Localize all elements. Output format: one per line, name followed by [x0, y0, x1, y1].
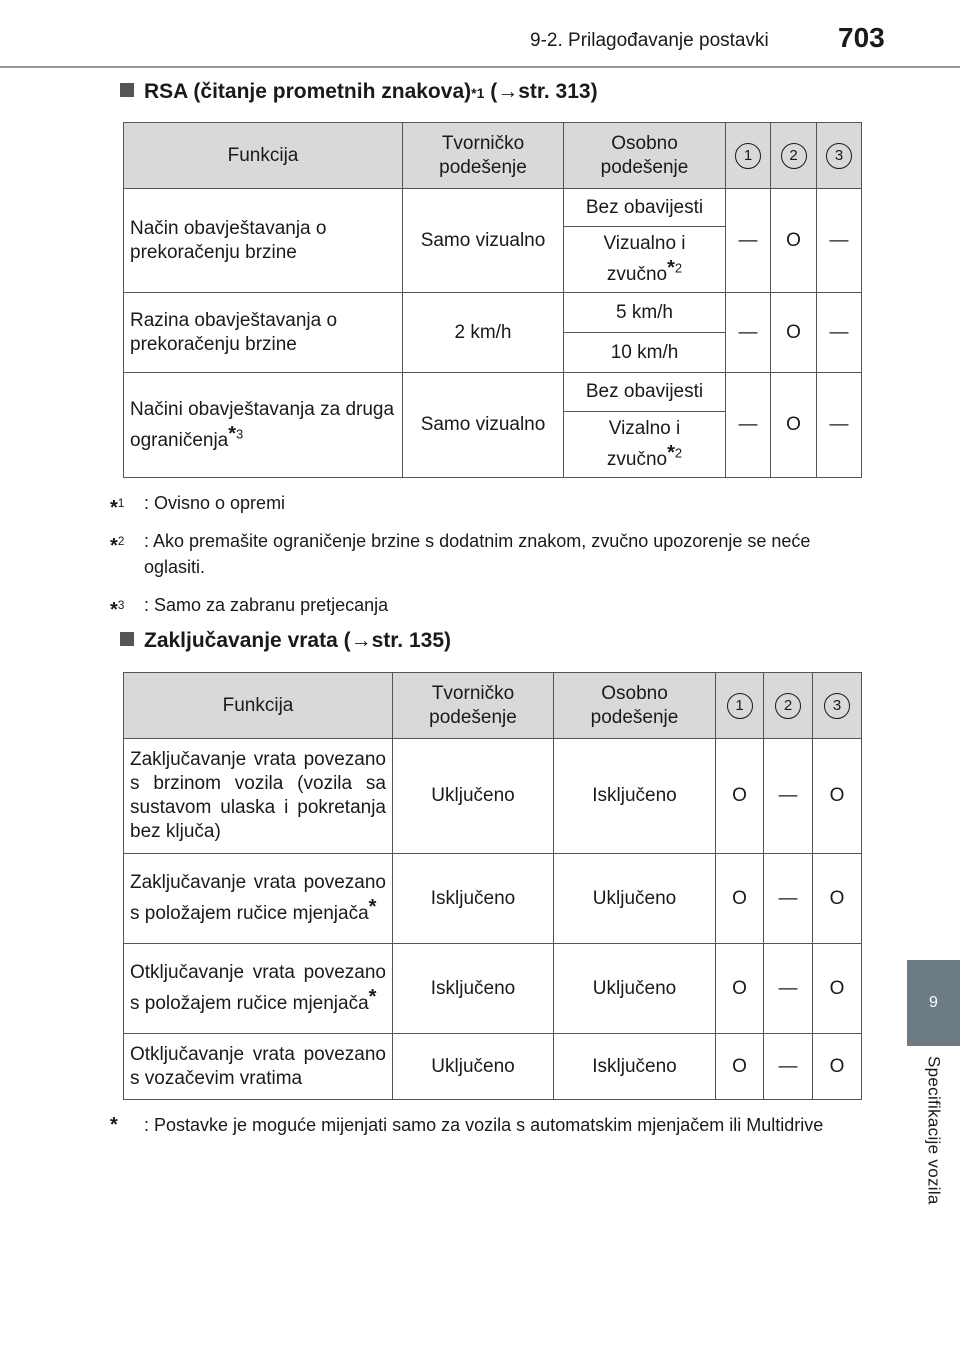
circle-3-icon: 3 — [826, 143, 852, 169]
factory-cell: Isključeno — [393, 944, 554, 1034]
custom-cell: Uključeno — [554, 854, 716, 944]
mode2-cell: — — [764, 944, 813, 1034]
table-row — [124, 739, 862, 854]
custom-cell: Isključeno — [554, 1034, 716, 1100]
table-row — [124, 854, 862, 944]
custom-cell: 10 km/h — [564, 333, 726, 373]
circle-1-icon: 1 — [727, 693, 753, 719]
circle-2-icon: 2 — [775, 693, 801, 719]
mode1-cell: O — [716, 944, 764, 1034]
mode1-cell: O — [716, 739, 764, 854]
factory-cell: Uključeno — [393, 1034, 554, 1100]
rsa-heading-text: RSA (čitanje prometnih znakova) — [144, 80, 472, 103]
factory-cell: 2 km/h — [403, 293, 564, 373]
mode3-cell: — — [817, 293, 862, 373]
mode1-cell: O — [716, 1034, 764, 1100]
mode3-cell: O — [813, 1034, 862, 1100]
col-header-1 — [716, 673, 764, 739]
mode3-cell: O — [813, 944, 862, 1034]
door-lock-heading-text: Zaključavanje vrata — [144, 629, 338, 652]
footnote-mark: * — [228, 422, 237, 445]
col-header-2 — [771, 123, 817, 189]
factory-cell: Isključeno — [393, 854, 554, 944]
col-header-3 — [813, 673, 862, 739]
circle-3-icon: 3 — [824, 693, 850, 719]
footnote-mark: * — [368, 896, 377, 918]
chapter-tab-number: 9 — [907, 960, 960, 1046]
custom-cell: Isključeno — [554, 739, 716, 854]
mode1-cell: — — [726, 189, 771, 293]
chapter-tab-text: Specifikacije vozila — [924, 1056, 944, 1205]
mode3-cell: O — [813, 739, 862, 854]
function-cell — [124, 373, 403, 478]
rsa-heading-ref: *1 — [471, 85, 485, 101]
footnote-marker: *$^1$ — [110, 496, 125, 519]
col-header-factory: Tvorničko podešenje — [393, 673, 554, 739]
mode3-cell: O — [813, 854, 862, 944]
footnote-mark: * — [368, 986, 377, 1008]
table-header-row — [124, 123, 862, 189]
col-header-2 — [764, 673, 813, 739]
door-lock-heading-page: (→str. 135) — [343, 629, 452, 652]
mode2-cell: — — [764, 1034, 813, 1100]
footnote-ref: 3 — [236, 426, 244, 442]
custom-cell: Uključeno — [554, 944, 716, 1034]
door-lock-table — [123, 672, 862, 1100]
door-lock-heading — [120, 629, 451, 653]
factory-cell: Uključeno — [393, 739, 554, 854]
footnote-marker: * — [110, 1114, 118, 1136]
footnote-ref: 2 — [674, 260, 683, 276]
function-text: Načini obavještavanja za druga ograničenja — [130, 398, 395, 451]
mode2-cell: O — [771, 189, 817, 293]
header-divider — [0, 66, 960, 68]
factory-cell: Samo vizualno — [403, 189, 564, 293]
col-header-1 — [726, 123, 771, 189]
function-cell — [124, 854, 393, 944]
mode3-cell: — — [817, 189, 862, 293]
custom-text: Vizualno i zvučno — [603, 233, 686, 285]
footnote-marker: *$^2$ — [110, 534, 125, 557]
custom-cell: 5 km/h — [564, 293, 726, 333]
footnote-1 — [110, 490, 860, 521]
col-header-custom: Osobno podešenje — [554, 673, 716, 739]
custom-cell — [564, 227, 726, 293]
table-row — [124, 189, 862, 227]
custom-text: Vizalno i zvučno — [606, 418, 681, 470]
custom-cell: Bez obavijesti — [564, 189, 726, 227]
footnote-text: : Samo za zabranu pretjecanja — [144, 595, 389, 615]
section-title: 9-2. Prilagođavanje postavki — [530, 30, 769, 51]
rsa-heading — [120, 80, 598, 104]
function-cell: Otključavanje vrata povezano s vozačevim vratima — [124, 1034, 393, 1100]
table-header-row — [124, 673, 862, 739]
table-row — [124, 293, 862, 333]
factory-cell: Samo vizualno — [403, 373, 564, 478]
function-text: Zaključavanje vrata povezano s položajem ručice mjenjača — [130, 872, 386, 924]
function-cell: Razina obavještavanja o prekoračenju brzine — [124, 293, 403, 373]
col-header-3 — [817, 123, 862, 189]
table-row — [124, 1034, 862, 1100]
col-header-custom: Osobno podešenje — [564, 123, 726, 189]
mode2-cell: O — [771, 293, 817, 373]
mode3-cell: — — [817, 373, 862, 478]
circle-2-icon: 2 — [781, 143, 807, 169]
col-header-function: Funkcija — [124, 673, 393, 739]
custom-cell: Bez obavijesti — [564, 373, 726, 412]
function-cell: Način obavještavanja o prekoračenju brzine — [124, 189, 403, 293]
col-header-factory: Tvorničko podešenje — [403, 123, 564, 189]
footnote-text: : Ovisno o opremi — [144, 493, 286, 513]
footnote-3 — [110, 592, 860, 623]
rsa-table — [123, 122, 862, 478]
col-header-function: Funkcija — [124, 123, 403, 189]
mode2-cell: — — [764, 739, 813, 854]
bullet-square-icon — [120, 632, 134, 646]
mode1-cell: — — [726, 293, 771, 373]
footnote-text: : Ako premašite ograničenje brzine s dodatnim znakom, zvučno upozorenje se neće oglasiti. — [144, 531, 811, 577]
mode2-cell: O — [771, 373, 817, 478]
custom-cell — [564, 412, 726, 478]
chapter-tab-label — [907, 1046, 960, 1236]
rsa-heading-page: (→str. 313) — [490, 80, 598, 103]
footnote-door — [110, 1112, 860, 1138]
footnote-marker: *$^3$ — [110, 598, 125, 621]
footnote-text: : Postavke je moguće mijenjati samo za vozila s automatskim mjenjačem ili Multidrive — [144, 1115, 824, 1135]
function-text: Otključavanje vrata povezano s položajem ručice mjenjača — [130, 962, 386, 1014]
mode1-cell: — — [726, 373, 771, 478]
footnote-mark: * — [667, 442, 675, 464]
footnote-2 — [110, 528, 860, 580]
function-cell — [124, 944, 393, 1034]
circle-1-icon: 1 — [735, 143, 761, 169]
table-row — [124, 373, 862, 412]
mode1-cell: O — [716, 854, 764, 944]
bullet-square-icon — [120, 83, 134, 97]
footnote-mark: * — [667, 257, 675, 279]
page-number: 703 — [838, 22, 885, 53]
mode2-cell: — — [764, 854, 813, 944]
table-row — [124, 944, 862, 1034]
footnote-ref: 2 — [674, 445, 683, 461]
function-cell: Zaključavanje vrata povezano s brzinom vozila (vozila sa sustavom ulaska i pokretanja bez ključa) — [124, 739, 393, 854]
